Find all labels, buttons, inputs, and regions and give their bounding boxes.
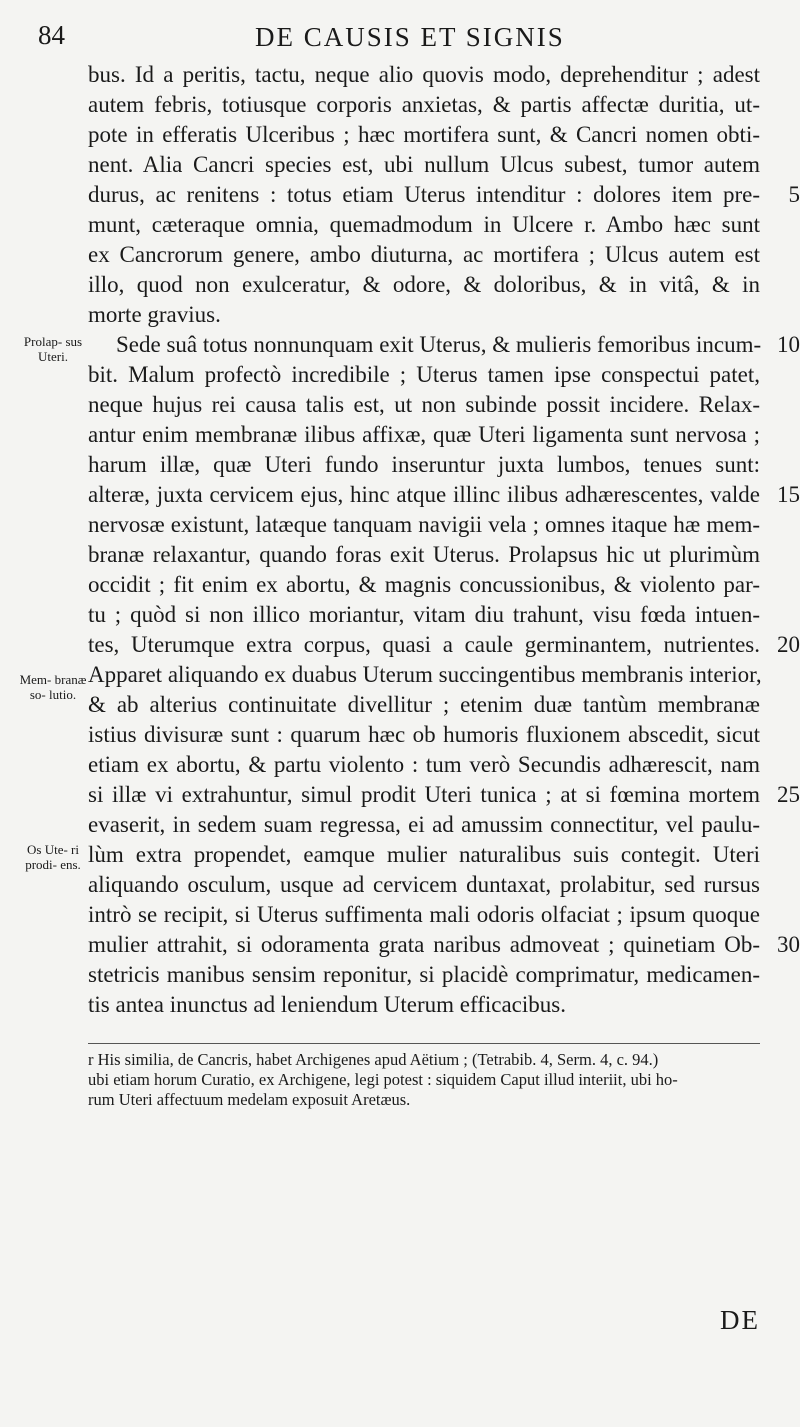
text-line: mulier attrahit, si odoramenta grata naribus admoveat ; quinetiam Ob- 30 (88, 930, 760, 960)
footnote-rule (88, 1043, 760, 1044)
footnote-line: rum Uteri affectuum medelam exposuit Aretæus. (88, 1090, 411, 1109)
text-line: durus, ac renitens : totus etiam Uterus intenditur : dolores item pre- 5 (88, 180, 760, 210)
text-line: evaserit, in sedem suam regressa, ei ad amussim connectitur, vel paulu- (88, 812, 760, 837)
text-line: branæ relaxantur, quando foras exit Uterus. Prolapsus hic ut plurimùm (88, 542, 760, 567)
main-text-block (88, 60, 800, 1020)
margin-note-os-uteri: Os Ute- ri prodi- ens. (25, 842, 81, 872)
margin-note-membranae: Mem- branæ so- lutio. (19, 672, 87, 702)
footnote-line: ubi etiam horum Curatio, ex Archigene, legi potest : siquidem Caput illud interiit, ubi ho- (88, 1070, 678, 1089)
page-header (0, 18, 800, 58)
footnote-line: r His similia, de Cancris, habet Archigenes apud Aëtium ; (Tetrabib. 4, Serm. 4, c. 94.) (88, 1050, 659, 1069)
text-line: bus. Id a peritis, tactu, neque alio quovis modo, deprehenditur ; adest (88, 62, 760, 87)
text-line: neque hujus rei causa talis est, ut non subinde possit incidere. Relax- (88, 392, 760, 417)
text-line: & ab alterius continuitate divellitur ; etenim duæ tantùm membranæ (88, 692, 760, 717)
text-line: occidit ; fit enim ex abortu, & magnis concussionibus, & violento par- (88, 572, 760, 597)
line-number: 30 (777, 932, 800, 957)
text-line: intrò se recipit, si Uterus suffimenta mali odoris olfaciat ; ipsum quoque (88, 902, 760, 927)
text-line: nervosæ existunt, latæque tanquam navigii vela ; omnes itaque hæ mem- (88, 512, 760, 537)
text-line: antur enim membranæ ilibus affixæ, quæ Uteri ligamenta sunt nervosa ; (88, 422, 760, 447)
text-line: etiam ex abortu, & partu violento : tum verò Secundis adhærescit, nam (88, 752, 760, 777)
line-number: 10 (777, 332, 800, 357)
text-line: aliquando osculum, usque ad cervicem duntaxat, prolabitur, sed rursus (88, 872, 760, 897)
margin-note-prolapsus: Prolap- sus Uteri. (23, 334, 83, 364)
text-line: morte gravius. (88, 302, 221, 327)
text-line: illo, quod non exulceratur, & odore, & doloribus, & in vitâ, & in (88, 272, 760, 297)
text-line: harum illæ, quæ Uteri fundo inseruntur juxta lumbos, tenues sunt: (88, 452, 760, 477)
page-number: 84 (38, 20, 65, 50)
text-line: stetricis manibus sensim reponitur, si placidè comprimatur, medicamen- (88, 962, 760, 987)
text-line: Apparet aliquando ex duabus Uterum succingentibus membranis interior, (88, 662, 762, 687)
text-line: tu ; quòd si non illico moriantur, vitam diu trahunt, visu fœda intuen- (88, 602, 760, 627)
text-line: nent. Alia Cancri species est, ubi nullum Ulcus subest, tumor autem (88, 152, 760, 177)
footnote-block (88, 1050, 760, 1110)
text-line: autem febris, totiusque corporis anxietas, & partis affectæ duritia, ut- (88, 92, 760, 117)
text-line: si illæ vi extrahuntur, simul prodit Uteri tunica ; at si fœmina mortem 25 (88, 780, 760, 810)
text-line: lùm extra propendet, eamque mulier naturalibus suis contegit. Uteri (88, 842, 760, 867)
running-head: DE CAUSIS ET SIGNIS (255, 22, 565, 52)
text-line: bit. Malum profectò incredibile ; Uterus tamen ipse conspectui patet, (88, 362, 760, 387)
line-number: 20 (777, 632, 800, 657)
text-line: tis antea inunctus ad leniendum Uterum efficacibus. (88, 992, 566, 1017)
catchword: DE (720, 1305, 760, 1335)
text-line: tes, Uterumque extra corpus, quasi a caule germinantem, nutrientes. 20 (88, 630, 760, 660)
text-line: munt, cæteraque omnia, quemadmodum in Ulcere r. Ambo hæc sunt (88, 212, 760, 237)
text-line: Sede suâ totus nonnunquam exit Uterus, & mulieris femoribus incum- 10 (88, 330, 760, 360)
line-number: 15 (777, 482, 800, 507)
line-number: 5 (788, 182, 800, 207)
text-line: pote in efferatis Ulceribus ; hæc mortifera sunt, & Cancri nomen obti- (88, 122, 760, 147)
text-line: ex Cancrorum genere, ambo diuturna, ac mortifera ; Ulcus autem est (88, 242, 760, 267)
text-line: istius divisuræ sunt : quarum hæc ob humoris fluxionem abscedit, sicut (88, 722, 760, 747)
text-line: alteræ, juxta cervicem ejus, hinc atque illinc ilibus adhærescentes, valde 15 (88, 480, 760, 510)
line-number: 25 (777, 782, 800, 807)
